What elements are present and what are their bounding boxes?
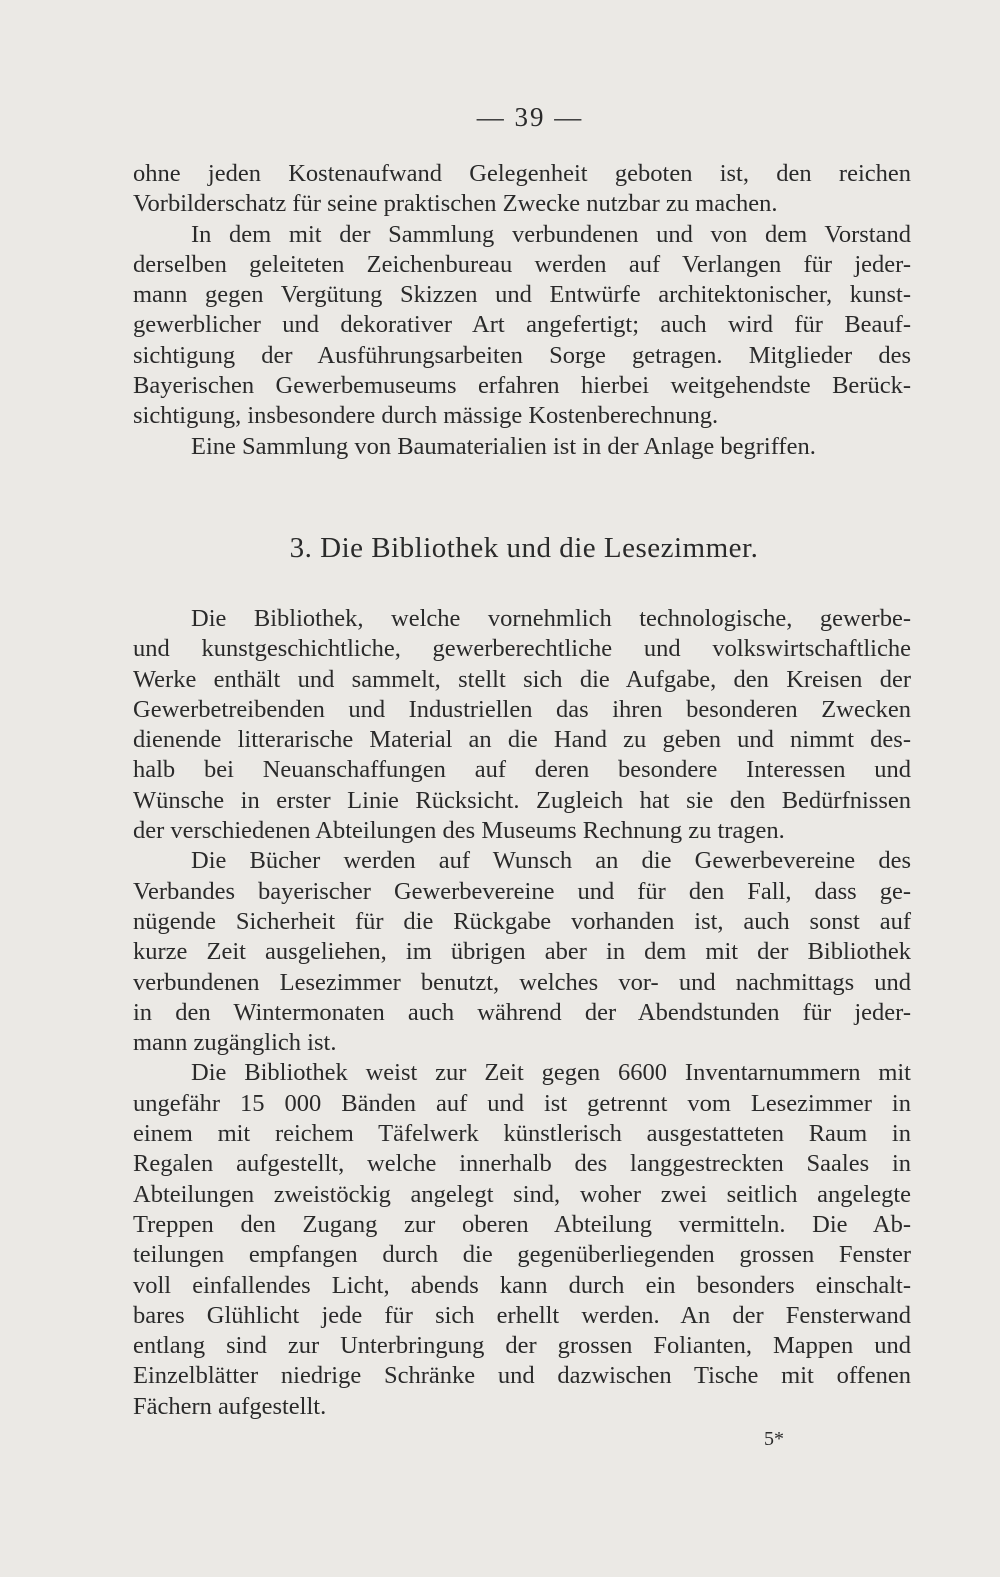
text-line: mann zugänglich ist. <box>133 1029 337 1057</box>
paragraph <box>133 1058 911 1422</box>
text-line: bares Glühlicht jede für sich erhellt werden. An der Fensterwand <box>133 1301 911 1329</box>
paragraph <box>133 220 911 432</box>
text-line: Regalen aufgestellt, welche innerhalb des langgestreckten Saales in <box>133 1150 911 1178</box>
text-line: ungefähr 15 000 Bänden auf und ist getrennt vom Lesezimmer in <box>133 1089 911 1117</box>
text-line: dienende litterarische Material an die Hand zu geben und nimmt des- <box>133 726 911 754</box>
page-number: — 39 — <box>476 102 584 132</box>
text-line: Treppen den Zugang zur oberen Abteilung vermitteln. Die Ab- <box>133 1210 911 1238</box>
text-line: Abteilungen zweistöckig angelegt sind, woher zwei seitlich angelegte <box>133 1180 911 1208</box>
text-line: Gewerbetreibenden und Industriellen das ihren besonderen Zwecken <box>133 695 911 723</box>
text-line: Einzelblätter niedrige Schränke und dazwischen Tische mit offenen <box>133 1362 911 1390</box>
text-line: nügende Sicherheit für die Rückgabe vorhanden ist, auch sonst auf <box>133 907 911 935</box>
text-line: mann gegen Vergütung Skizzen und Entwürfe architektonischer, kunst- <box>133 281 911 309</box>
text-line: Bayerischen Gewerbemuseums erfahren hierbei weitgehendste Berück- <box>133 372 911 400</box>
text-line: ohne jeden Kostenaufwand Gelegenheit geboten ist, den reichen <box>133 160 911 187</box>
text-line: voll einfallendes Licht, abends kann durch ein besonders einschalt- <box>133 1271 911 1299</box>
text-line: verbundenen Lesezimmer benutzt, welches vor- und nachmittags und <box>133 968 911 996</box>
text-line: Wünsche in erster Linie Rücksicht. Zugleich hat sie den Bedürfnissen <box>133 786 911 814</box>
text-line: derselben geleiteten Zeichenbureau werden auf Verlangen für jeder- <box>133 250 911 278</box>
paragraph <box>133 846 911 1058</box>
text-line: kurze Zeit ausgeliehen, im übrigen aber in dem mit der Bibliothek <box>133 938 911 966</box>
paragraph <box>133 432 911 462</box>
text-line: Die Bibliothek weist zur Zeit gegen 6600 Inventarnummern mit <box>191 1059 911 1087</box>
text-line: halb bei Neuanschaffungen auf deren besondere Interessen und <box>133 756 911 784</box>
text-line: einem mit reichem Täfelwerk künstlerisch ausgestatteten Raum in <box>133 1120 911 1148</box>
paragraph <box>133 604 911 846</box>
text-line: gewerblicher und dekorativer Art angefertigt; auch wird für Beauf- <box>133 311 911 339</box>
section-text <box>133 604 911 1422</box>
text-line: Werke enthält und sammelt, stellt sich die Aufgabe, den Kreisen der <box>133 665 911 693</box>
text-line: teilungen empfangen durch die gegenüberliegenden grossen Fenster <box>133 1241 911 1269</box>
text-line: Verbandes bayerischer Gewerbevereine und für den Fall, dass ge- <box>133 877 911 905</box>
text-line: Die Bibliothek, welche vornehmlich technologische, gewerbe- <box>191 605 911 632</box>
text-line: In dem mit der Sammlung verbundenen und von dem Vorstand <box>191 220 911 248</box>
sheet-signature: 5* <box>764 1428 784 1450</box>
section-heading: 3. Die Bibliothek und die Lesezimmer. <box>289 532 759 564</box>
text-line: sichtigung, insbesondere durch mässige Kostenberechnung. <box>133 402 719 430</box>
intro-text <box>133 159 911 462</box>
paragraph <box>133 159 911 220</box>
text-line: der verschiedenen Abteilungen des Museums Rechnung zu tragen. <box>133 817 785 845</box>
text-line: Die Bücher werden auf Wunsch an die Gewerbevereine des <box>191 847 911 875</box>
text-line: und kunstgeschichtliche, gewerberechtliche und volkswirtschaftliche <box>133 635 911 663</box>
text-line: Vorbilderschatz für seine praktischen Zwecke nutzbar zu machen. <box>133 190 778 218</box>
text-line: Fächern aufgestellt. <box>133 1392 327 1420</box>
text-line: Eine Sammlung von Baumaterialien ist in der Anlage begriffen. <box>191 432 816 460</box>
text-line: in den Wintermonaten auch während der Abendstunden für jeder- <box>133 998 911 1026</box>
text-line: entlang sind zur Unterbringung der grossen Folianten, Mappen und <box>133 1332 911 1360</box>
text-line: sichtigung der Ausführungsarbeiten Sorge getragen. Mitglieder des <box>133 341 911 369</box>
